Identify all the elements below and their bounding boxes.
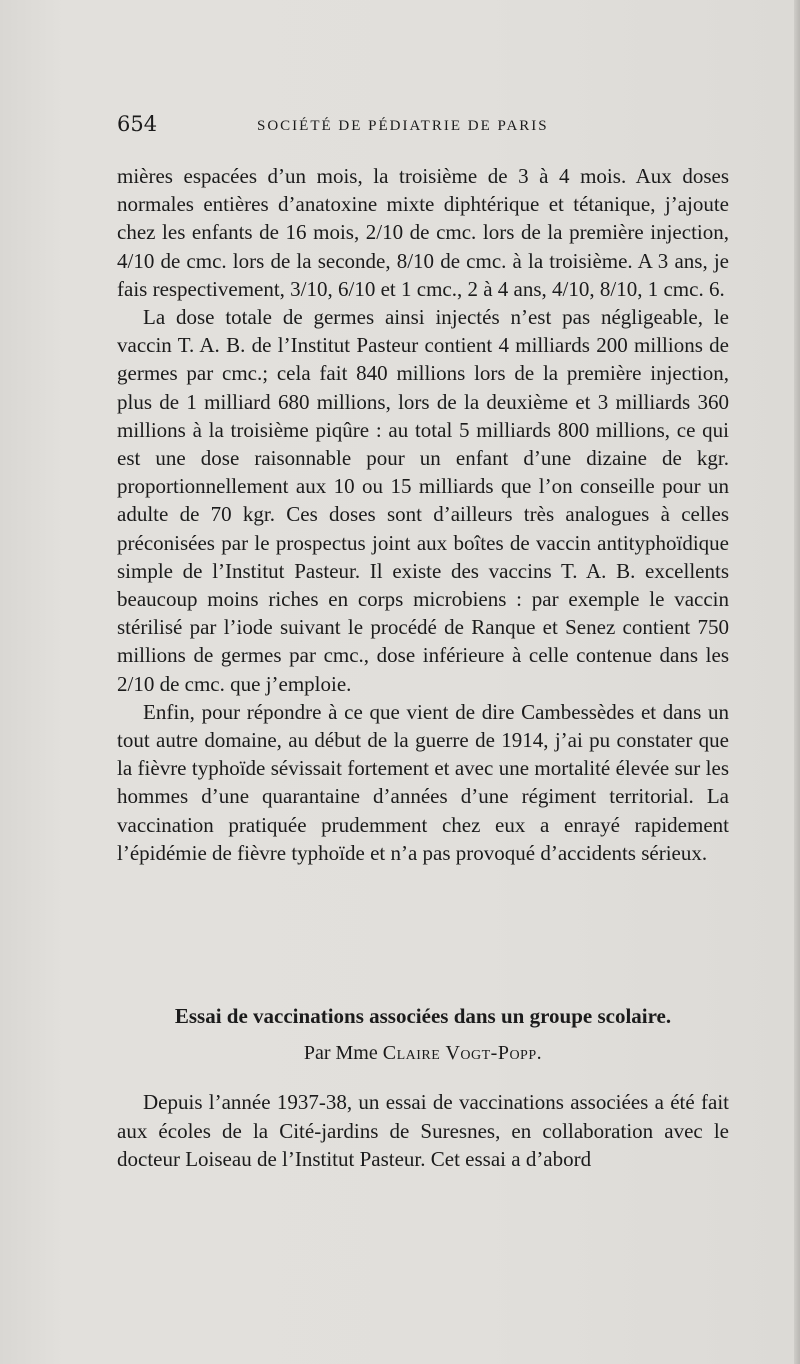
page-edge bbox=[794, 0, 800, 1364]
byline bbox=[117, 1038, 729, 1068]
author-name: Claire Vogt-Popp. bbox=[382, 1042, 543, 1064]
section-paragraph: Depuis l’année 1937-38, un essai de vaccinations associées a été fait aux écoles de la Cité-jardins de Suresnes, en collaboration avec le docteur Loiseau de l’Institut Pasteur. Cet essai a d’abord bbox=[117, 1090, 729, 1171]
page-header bbox=[117, 112, 729, 144]
page-number: 654 bbox=[117, 112, 158, 136]
article-section bbox=[117, 998, 729, 1174]
body-text bbox=[117, 162, 729, 867]
paragraph-3: Enfin, pour répondre à ce que vient de dire Cambessèdes et dans un tout autre domaine, au début de la guerre de 1914, j’ai pu constater que la fièvre typhoïde sévissait fortement et avec une mortalité élevée sur les hommes d’une quarantaine d’années d’une régiment territorial. La vaccination pratiquée prudemment chez eux a enrayé rapidement l’épidémie de fièvre typhoïde et n’a pas provoqué d’accidents sérieux. bbox=[117, 699, 729, 865]
section-title: Essai de vaccinations associées dans un groupe scolaire. bbox=[174, 1004, 672, 1028]
paragraph-1: mières espacées d’un mois, la troisième de 3 à 4 mois. Aux doses normales entières d’anatoxine mixte diphtérique et tétanique, j’ajoute chez les enfants de 16 mois, 2/10 de cmc. lors de la première injection, 4/10 de cmc. lors de la seconde, 8/10 de cmc. à la troisième. A 3 ans, je fais respectivement, 3/10, 6/10 et 1 cmc., 2 à 4 ans, 4/10, 8/10, 1 cmc. 6. bbox=[117, 164, 729, 301]
running-head: SOCIÉTÉ DE PÉDIATRIE DE PARIS bbox=[257, 118, 549, 134]
byline-prefix: Par Mme bbox=[303, 1042, 378, 1064]
paragraph-2: La dose totale de germes ainsi injectés n’est pas négligeable, le vaccin T. A. B. de l’Institut Pasteur contient 4 milliards 200 millions de germes par cmc.; cela fait 840 millions lors de la première injection, plus de 1 milliard 680 millions, lors de la deuxième et 3 milliards 360 millions à la troisième piqûre : au total 5 milliards 800 millions, ce qui est une dose raisonnable pour un enfant d’une dizaine de kgr. proportionnellement aux 10 ou 15 milliards que l’on conseille pour un adulte de 70 kgr. Ces doses sont d’ailleurs très analogues à celles préconisées par le prospectus joint aux boîtes de vaccin antityphoïdique simple de l’Institut Pasteur. Il existe des vaccins T. A. B. excellents beaucoup moins riches en corps microbiens : par exemple le vaccin stérilisé par l’iode suivant le procédé de Ranque et Senez contient 750 millions de germes par cmc., dose inférieure à celle contenue dans les 2/10 de cmc. que j’emploie. bbox=[117, 305, 729, 696]
